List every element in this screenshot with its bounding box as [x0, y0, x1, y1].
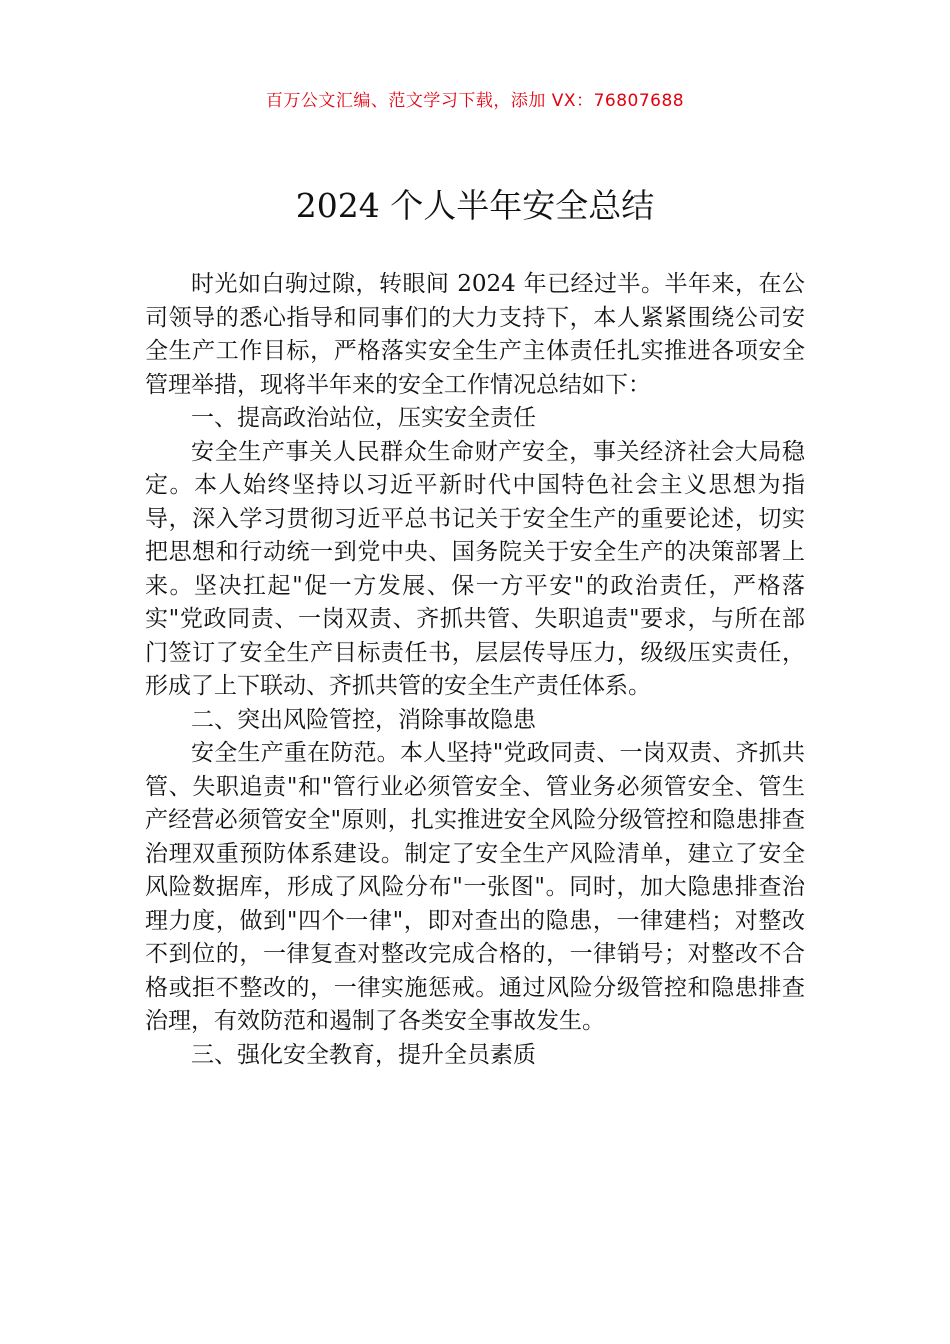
section-heading-3: 三、强化安全教育，提升全员素质	[191, 1041, 536, 1068]
section-heading-2: 二、突出风险管控，消除事故隐患	[191, 706, 536, 733]
document-title: 2024 个人半年安全总结	[295, 186, 655, 225]
paragraph-section-1: 安全生产事关人民群众生命财产安全，事关经济社会大局稳定。本人始终坚持以习近平新时代中国特色社会主义思想为指导，深入学习贯彻习近平总书记关于安全生产的重要论述，切实把思想和行动统一到党中央、国务院关于安全生产的决策部署上来。坚决扛起"促一方发展、保一方平安"的政治责任，严格落实"党政同责、一岗双责、齐抓共管、失职追责"要求，与所在部门签订了安全生产目标责任书，层层传导压力，级级压实责任，形成了上下联动、齐抓共管的安全生产责任体系。	[145, 438, 805, 699]
paragraph-intro: 时光如白驹过隙，转眼间 2024 年已经过半。半年来，在公司领导的悉心指导和同事们的大力支持下，本人紧紧围绕公司安全生产工作目标，严格落实安全生产主体责任扎实推进各项安全管理举措，现将半年来的安全工作情况总结如下：	[145, 271, 805, 398]
section-heading-1: 一、提高政治站位，压实安全责任	[191, 405, 536, 431]
document-body	[145, 268, 805, 1072]
header-watermark-note: 百万公文汇编、范文学习下载，添加 VX：76807688	[265, 91, 685, 111]
paragraph-section-2: 安全生产重在防范。本人坚持"党政同责、一岗双责、齐抓共管、失职追责"和"管行业必须管安全、管业务必须管安全、管生产经营必须管安全"原则，扎实推进安全风险分级管控和隐患排查治理双重预防体系建设。制定了安全生产风险清单，建立了安全风险数据库，形成了风险分布"一张图"。同时，加大隐患排查治理力度，做到"四个一律"，即对查出的隐患，一律建档；对整改不到位的，一律复查对整改完成合格的，一律销号；对整改不合格或拒不整改的，一律实施惩戒。通过风险分级管控和隐患排查治理，有效防范和遏制了各类安全事故发生。	[145, 740, 805, 1034]
